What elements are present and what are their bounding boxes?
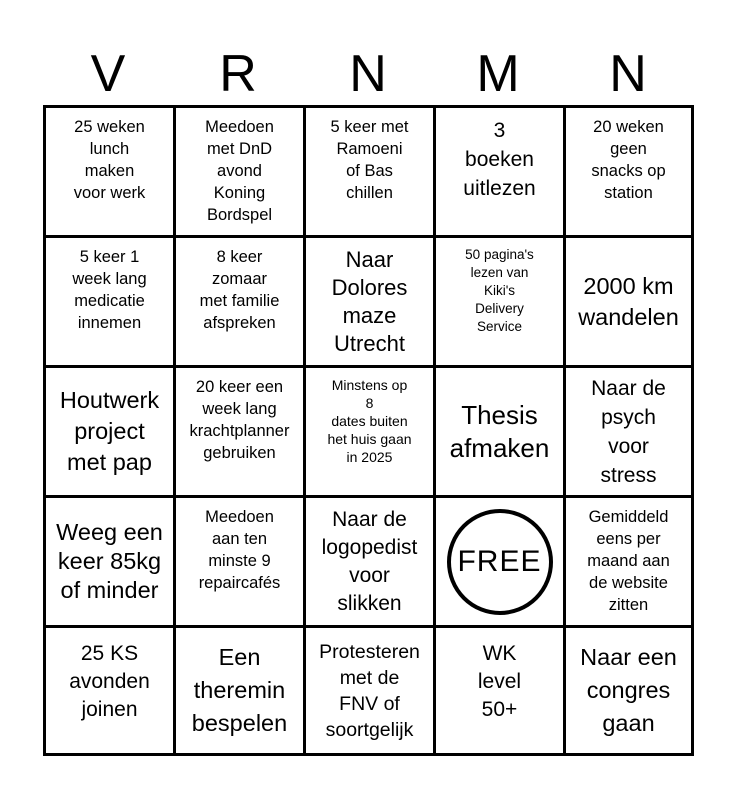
bingo-grid	[43, 105, 694, 756]
cell-text: 20 keer een week lang krachtplanner gebruiken	[189, 378, 290, 462]
cell-text: Een theremin bespelen	[191, 644, 288, 736]
bingo-cell	[306, 108, 436, 238]
bingo-cell	[176, 498, 306, 628]
bingo-cell	[566, 238, 694, 368]
cell-text: Naar de psych voor stress	[591, 376, 666, 487]
header-letter: N	[609, 45, 647, 103]
cell-text: WK level 50+	[477, 642, 522, 721]
cell-text: Meedoen aan ten minste 9 repaircafés	[198, 508, 281, 592]
free-cell	[436, 498, 566, 628]
bingo-cell	[176, 238, 306, 368]
cell-text: Protesteren met de FNV of soortgelijk	[319, 640, 420, 741]
cell-text: 20 weken geen snacks op station	[591, 118, 666, 202]
bingo-cell	[566, 628, 694, 756]
header-letter: N	[349, 45, 387, 103]
cell-text: 5 keer met Ramoeni of Bas chillen	[330, 118, 409, 202]
bingo-cell	[566, 108, 694, 238]
bingo-cell	[436, 238, 566, 368]
bingo-cell	[436, 368, 566, 498]
cell-text: 50 pagina's lezen van Kiki's Delivery Service	[465, 247, 534, 334]
bingo-cell	[566, 368, 694, 498]
cell-text: 25 KS avonden joinen	[69, 642, 150, 721]
bingo-cell	[306, 238, 436, 368]
cell-text: Naar een congres gaan	[580, 644, 677, 736]
cell-text: Meedoen met DnD avond Koning Bordspel	[205, 118, 274, 224]
header-letter: M	[476, 45, 520, 103]
bingo-cell	[306, 628, 436, 756]
bingo-header	[43, 42, 694, 106]
bingo-cell	[176, 108, 306, 238]
cell-text: Minstens op 8 dates buiten het huis gaan in 2025	[327, 377, 412, 465]
cell-text: Gemiddeld eens per maand aan de website zitten	[587, 508, 670, 614]
cell-text: Thesis afmaken	[449, 399, 550, 463]
cell-text: Naar Dolores maze Utrecht	[331, 247, 408, 356]
header-letter: R	[219, 45, 257, 103]
free-circle	[447, 509, 553, 615]
bingo-cell	[436, 108, 566, 238]
bingo-cell	[46, 108, 176, 238]
cell-text: 25 weken lunch maken voor werk	[73, 118, 146, 202]
bingo-cell	[176, 628, 306, 756]
bingo-cell	[176, 368, 306, 498]
cell-text: 3 boeken uitlezen	[463, 119, 536, 200]
cell-text: Houtwerk project met pap	[59, 387, 160, 475]
bingo-cell	[306, 498, 436, 628]
bingo-cell	[46, 238, 176, 368]
bingo-cell	[46, 368, 176, 498]
bingo-cell	[566, 498, 694, 628]
cell-text: Weeg een keer 85kg of minder	[56, 519, 163, 603]
cell-text: 2000 km wandelen	[578, 272, 679, 330]
bingo-cell	[46, 628, 176, 756]
bingo-cell	[46, 498, 176, 628]
header-letter: V	[90, 45, 126, 103]
bingo-cell	[306, 368, 436, 498]
cell-text: 8 keer zomaar met familie afspreken	[199, 248, 280, 332]
bingo-cell	[436, 628, 566, 756]
cell-text: Naar de logopedist voor slikken	[321, 508, 418, 615]
cell-text: 5 keer 1 week lang medicatie innemen	[72, 248, 147, 332]
free-label: FREE	[457, 544, 542, 578]
